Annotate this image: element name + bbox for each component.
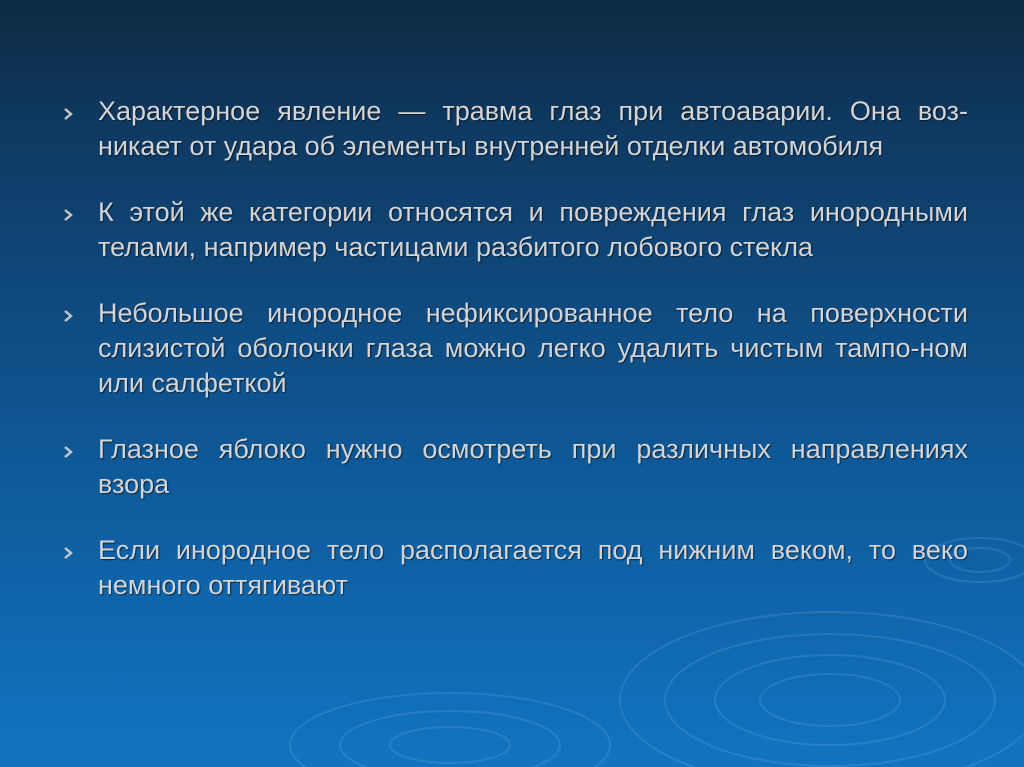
bullet-item	[58, 432, 968, 502]
bullet-item	[58, 195, 968, 265]
bullet-text: Небольшое инородное нефиксированное тело на поверхности слизистой оболочки глаза можно легко удалить чистым тампо-ном или салфеткой	[98, 298, 968, 398]
arrow-bullet-icon	[62, 309, 76, 323]
bullet-text: Если инородное тело располагается под нижним веком, то веко немного оттягивают	[98, 535, 968, 600]
arrow-bullet-icon	[62, 546, 76, 560]
bullet-text: Характерное явление — травма глаз при автоаварии. Она воз-никает от удара об элементы внутренней отделки автомобиля	[98, 96, 968, 161]
bullet-item	[58, 533, 968, 603]
arrow-bullet-icon	[62, 445, 76, 459]
bullet-text: Глазное яблоко нужно осмотреть при различных направлениях взора	[98, 434, 968, 499]
bullet-item	[58, 296, 968, 401]
arrow-bullet-icon	[62, 208, 76, 222]
bullet-item	[58, 94, 968, 164]
arrow-bullet-icon	[62, 107, 76, 121]
bullet-text: К этой же категории относятся и повреждения глаз инородными телами, например частицами разбитого лобового стекла	[98, 197, 968, 262]
bullet-list	[58, 94, 968, 634]
